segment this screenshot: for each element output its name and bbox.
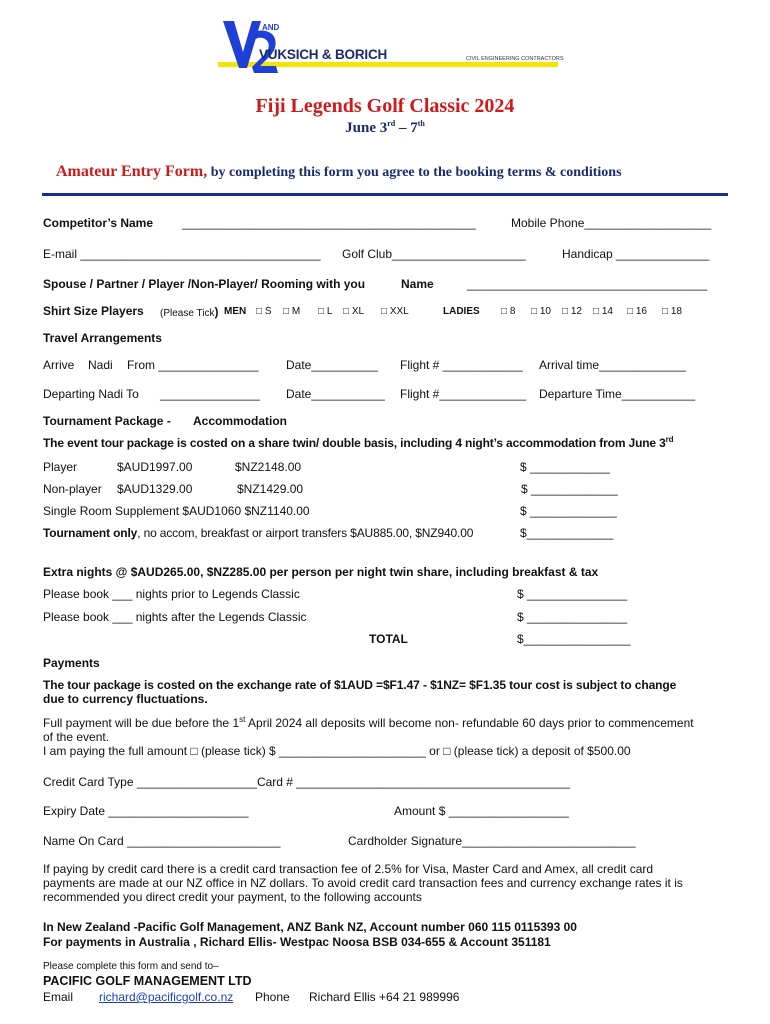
depart-to-field[interactable]: _______________	[160, 387, 261, 401]
ladies-size-8[interactable]: □ 8	[501, 306, 516, 317]
nz-account-details: In New Zealand -Pacific Golf Management, ANZ Bank NZ, Account number 060 115 0115393 00	[43, 920, 577, 934]
mobile-phone-field[interactable]: Mobile Phone___________________	[511, 216, 712, 230]
arrival-time-field[interactable]: Arrival time_____________	[539, 358, 686, 372]
spouse-label: Spouse / Partner / Player /Non-Player/ Rooming with you	[43, 277, 366, 291]
send-to-note: Please complete this form and send to–	[43, 961, 219, 972]
full-payment-line-1: Full payment will be due before the 1st April 2024 all deposits will become non- refundable 60 days prior to commencement	[43, 715, 694, 730]
nights-after-amount-field[interactable]: $ _______________	[517, 610, 628, 624]
amount-field[interactable]: Amount $ __________________	[394, 804, 569, 818]
tournament-only-amount-field[interactable]: $_____________	[520, 526, 614, 540]
shirt-size-label: Shirt Size Players	[43, 304, 144, 318]
full-payment-line-2: of the event.	[43, 730, 110, 744]
company-name: VUKSICH & BORICH	[259, 47, 388, 62]
arrive-from-field[interactable]: From _______________	[127, 358, 259, 372]
logo-and-text: AND	[262, 23, 280, 32]
contact-email-label: Email	[43, 990, 74, 1004]
payments-heading: Payments	[43, 656, 100, 670]
exchange-rate-line-1: The tour package is costed on the exchange rate of $1AUD =$F1.47 - $1NZ= $F1.35 tour cost is subject to change	[43, 678, 677, 692]
page-title: Fiji Legends Golf Classic 2024	[255, 95, 515, 117]
total-label: TOTAL	[369, 632, 408, 646]
expiry-date-field[interactable]: Expiry Date _____________________	[43, 804, 249, 818]
name-on-card-field[interactable]: Name On Card _______________________	[43, 834, 281, 848]
men-size-s[interactable]: □ S	[256, 306, 272, 317]
au-account-details: For payments in Australia , Richard Ellis- Westpac Noosa BSB 034-655 & Account 351181	[43, 935, 551, 949]
departure-time-field[interactable]: Departure Time___________	[539, 387, 696, 401]
ladies-label: LADIES	[443, 306, 480, 317]
competitor-name-label: Competitor’s Name	[43, 216, 154, 230]
nonplayer-price-nzd: $NZ1429.00	[237, 482, 304, 496]
company-tagline: CIVIL ENGINEERING CONTRACTORS	[466, 56, 564, 62]
card-fee-line-1: If paying by credit card there is a credit card transaction fee of 2.5% for Visa, Master Card and Amex, all credit card	[43, 862, 654, 876]
event-dates: June 3rd – 7th	[345, 119, 425, 136]
nonplayer-amount-field[interactable]: $ _____________	[521, 482, 618, 496]
single-supplement-label: Single Room Supplement $AUD1060 $NZ1140.00	[43, 504, 310, 518]
men-size-xxl[interactable]: □ XXL	[381, 306, 409, 317]
competitor-name-field[interactable]: ____________________________________________	[182, 216, 476, 230]
contact-email-link[interactable]: richard@pacificgolf.co.nz	[99, 990, 234, 1004]
player-price-aud: $AUD1997.00	[117, 460, 193, 474]
arrive-date-field[interactable]: Date__________	[286, 358, 379, 372]
email-field[interactable]: E-mail ____________________________________	[43, 247, 321, 261]
payment-choice-row[interactable]: I am paying the full amount □ (please tick) $ ______________________ or □ (please tick) a deposit of $500.00	[43, 744, 631, 758]
player-price-nzd: $NZ2148.00	[235, 460, 302, 474]
extra-nights-heading: Extra nights @ $AUD265.00, $NZ285.00 per person per night twin share, including breakfast & tax	[43, 565, 599, 579]
men-label: MEN	[224, 306, 247, 317]
nonplayer-price-aud: $AUD1329.00	[117, 482, 193, 496]
card-fee-line-2: payments are made at our NZ office in NZ dollars. To avoid credit card transaction fees and currency exchange rates it is	[43, 876, 683, 890]
accommodation-label: Accommodation	[193, 414, 288, 428]
depart-flight-field[interactable]: Flight #_____________	[400, 387, 527, 401]
ladies-size-16[interactable]: □ 16	[627, 306, 647, 317]
men-size-m[interactable]: □ M	[283, 306, 301, 317]
contact-phone: Richard Ellis +64 21 989996	[309, 990, 460, 1004]
package-heading: Tournament Package -	[43, 414, 171, 428]
ladies-size-12[interactable]: □ 12	[562, 306, 582, 317]
golf-club-field[interactable]: Golf Club____________________	[342, 247, 526, 261]
single-supplement-amount-field[interactable]: $ _____________	[520, 504, 617, 518]
ladies-size-18[interactable]: □ 18	[662, 306, 682, 317]
spouse-name-label: Name	[401, 277, 434, 291]
nights-after-field[interactable]: Please book ___ nights after the Legends Classic	[43, 610, 307, 624]
player-amount-field[interactable]: $ ____________	[520, 460, 611, 474]
contact-phone-label: Phone	[255, 990, 290, 1004]
form-heading: Amateur Entry Form, by completing this form you agree to the booking terms & conditions	[56, 163, 622, 180]
nights-prior-field[interactable]: Please book ___ nights prior to Legends Classic	[43, 587, 300, 601]
credit-card-row[interactable]: Credit Card Type __________________Card # _________________________________________	[43, 775, 570, 789]
ladies-size-10[interactable]: □ 10	[531, 306, 551, 317]
total-amount-field[interactable]: $________________	[517, 632, 631, 646]
men-size-xl[interactable]: □ XL	[343, 306, 365, 317]
ladies-size-14[interactable]: □ 14	[593, 306, 613, 317]
package-description: The event tour package is costed on a share twin/ double basis, including 4 night’s accommodation from June 3rd	[43, 435, 674, 450]
handicap-field[interactable]: Handicap ______________	[562, 247, 710, 261]
arrive-place: Nadi	[88, 358, 113, 372]
men-size-l[interactable]: □ L	[318, 306, 333, 317]
travel-heading: Travel Arrangements	[43, 331, 162, 345]
tournament-only-label: Tournament only, no accom, breakfast or airport transfers $AU885.00, $NZ940.00	[43, 526, 474, 540]
depart-label: Departing Nadi To	[43, 387, 139, 401]
depart-date-field[interactable]: Date___________	[286, 387, 385, 401]
cardholder-signature-field[interactable]: Cardholder Signature__________________________	[348, 834, 636, 848]
player-label: Player	[43, 460, 78, 474]
nights-prior-amount-field[interactable]: $ _______________	[517, 587, 628, 601]
exchange-rate-line-2: due to currency fluctuations.	[43, 692, 208, 706]
card-fee-line-3: recommended you direct credit your payment, to the following accounts	[43, 890, 422, 904]
contact-company: PACIFIC GOLF MANAGEMENT LTD	[43, 974, 252, 988]
arrive-label: Arrive	[43, 358, 75, 372]
arrive-flight-field[interactable]: Flight # ____________	[400, 358, 523, 372]
please-tick-note: (Please Tick)	[160, 305, 219, 319]
spouse-name-field[interactable]: ____________________________________	[467, 277, 708, 291]
nonplayer-label: Non-player	[43, 482, 102, 496]
heading-divider	[42, 193, 728, 196]
